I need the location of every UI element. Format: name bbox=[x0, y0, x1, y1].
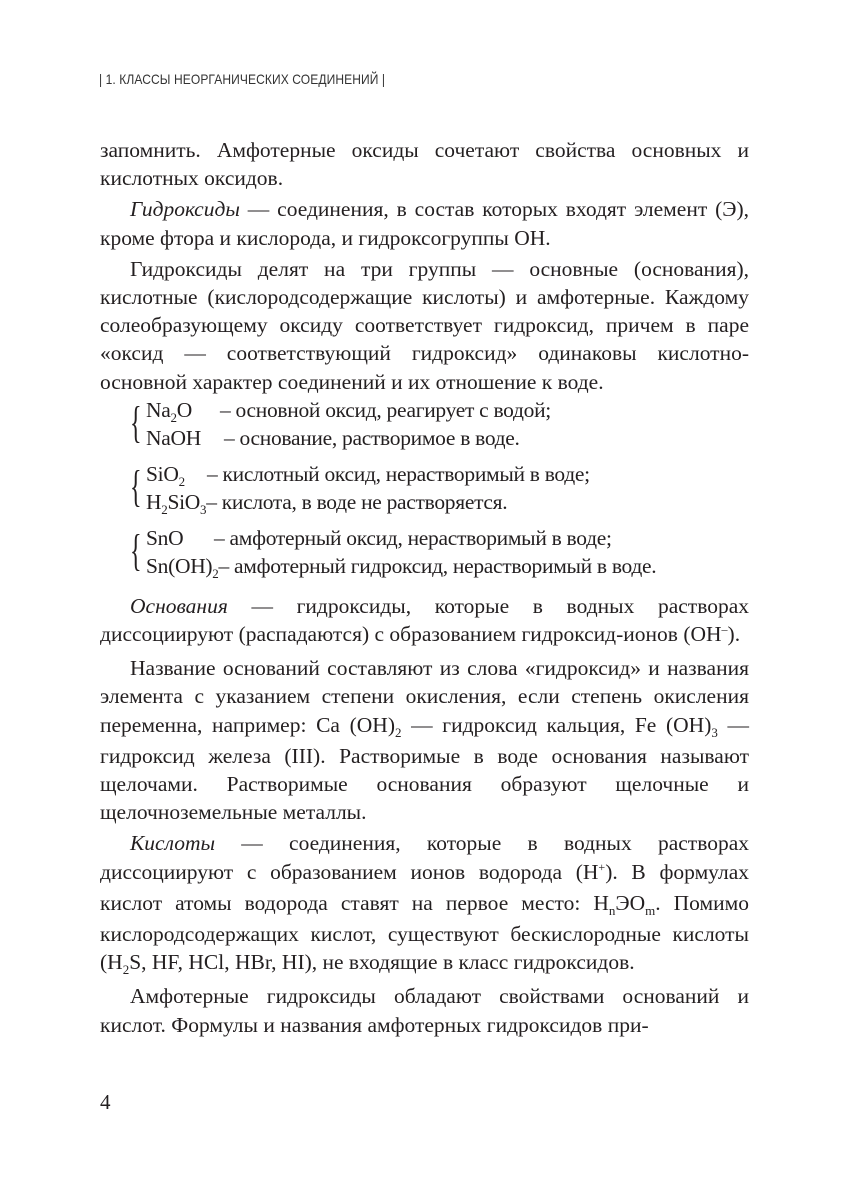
formula-part: O bbox=[176, 397, 192, 422]
text-span: — гидроксиды, которые в водных растворах диссоциируют (распадаются) с образованием гидроксид-ионов (ОН bbox=[100, 593, 749, 647]
text-span: — гидроксид кальция, Fe (OH) bbox=[401, 712, 712, 737]
formula-description: – основание, растворимое в воде. bbox=[224, 425, 520, 450]
formula-row bbox=[146, 424, 520, 452]
subscript: 2 bbox=[178, 473, 185, 489]
text-span: Название оснований составляют из слова «гидроксид» и названия элемента с указанием степени окисления, если степень окисления переменна, например: Ca (OH) bbox=[100, 656, 749, 737]
formula-part: SiO bbox=[146, 461, 179, 486]
formula-row bbox=[146, 524, 612, 552]
chemical-formula: SnO bbox=[146, 525, 184, 550]
text-span: . Помимо кислородсодержащих кислот, существуют бескислородные кислоты (H bbox=[100, 890, 749, 975]
text-span: ). В формулах кислот атомы водорода ставят на первое место: H bbox=[100, 859, 750, 915]
superscript: + bbox=[598, 859, 606, 874]
formula-row bbox=[146, 488, 507, 519]
subscript: m bbox=[645, 902, 656, 918]
subscript: 2 bbox=[212, 565, 219, 581]
running-header: | 1. КЛАССЫ НЕОРГАНИЧЕСКИХ СОЕДИНЕНИЙ | bbox=[99, 71, 386, 87]
term-hydroxides: Гидроксиды bbox=[130, 197, 240, 222]
formula-row bbox=[146, 460, 590, 491]
chemical-formula bbox=[146, 552, 219, 583]
subscript: n bbox=[608, 902, 616, 918]
subscript: 2 bbox=[394, 724, 402, 740]
paragraph-hydroxides-definition bbox=[100, 195, 749, 251]
page-number: 4 bbox=[100, 1090, 111, 1114]
formula-block-tin bbox=[130, 524, 749, 580]
subscript: 3 bbox=[711, 724, 718, 740]
paragraph-bases-definition bbox=[100, 592, 749, 651]
text-span: — соединения, которые в водных растворах диссоциируют с образованием ионов водорода (Н bbox=[100, 831, 749, 884]
subscript: 2 bbox=[122, 962, 130, 978]
formula-part: (OH) bbox=[168, 553, 213, 578]
chemical-formula bbox=[146, 396, 220, 427]
formula-description: – кислота, в воде не растворяется. bbox=[206, 489, 508, 514]
paragraph-acids-definition bbox=[100, 829, 749, 979]
chemical-formula bbox=[146, 460, 207, 491]
text-span: — гидроксид железа (III). Растворимые в воде основания называют щелочами. Растворимые основания образуют щелочные и щелочноземельные металлы. bbox=[100, 712, 749, 825]
formula-description: – амфотерный оксид, нерастворимый в воде; bbox=[214, 525, 612, 550]
formula-part: H bbox=[146, 489, 162, 514]
text-span: — соединения, в состав которых входят элемент (Э), кроме фтора и кислорода, и гидроксогруппы ОН. bbox=[100, 197, 749, 250]
term-bases: Основания bbox=[130, 593, 228, 618]
subscript: 3 bbox=[200, 501, 207, 517]
curly-brace: { bbox=[130, 397, 142, 447]
subscript: 2 bbox=[161, 501, 168, 517]
body-text bbox=[100, 136, 749, 1039]
formula-block-sodium bbox=[130, 396, 749, 452]
curly-brace: { bbox=[130, 525, 142, 575]
chemical-formula bbox=[146, 488, 206, 519]
term-acids: Кислоты bbox=[130, 831, 216, 856]
formula-description: – основной оксид, реагирует с водой; bbox=[220, 397, 551, 422]
formula-part: SiO bbox=[167, 489, 200, 514]
curly-brace: { bbox=[130, 461, 142, 511]
formula-part: Na bbox=[146, 397, 171, 422]
formula-description: – амфотерный гидроксид, нерастворимый в воде. bbox=[218, 553, 657, 578]
formula-description: – кислотный оксид, нерастворимый в воде; bbox=[207, 461, 590, 486]
paragraph-bases-naming bbox=[100, 654, 749, 826]
paragraph-1: запомнить. Амфотерные оксиды сочетают свойства основных и кислотных оксидов. bbox=[100, 138, 749, 191]
text-span: S, HF, HCl, HBr, HI), не входящие в класс гидроксидов. bbox=[129, 950, 635, 975]
superscript: – bbox=[721, 622, 728, 637]
chemical-formula: NaOH bbox=[146, 425, 201, 450]
formula-block-silicon bbox=[130, 460, 749, 516]
subscript: 2 bbox=[170, 409, 177, 425]
paragraph-amphoteric-hydroxides: Амфотерные гидроксиды обладают свойствами оснований и кислот. Формулы и названия амфотерных гидроксидов при- bbox=[100, 984, 749, 1037]
formula-row bbox=[146, 396, 551, 427]
paragraph-hydroxide-groups: Гидроксиды делят на три группы — основные (основания), кислотные (кислородсодержащие кислоты) и амфотерные. Каждому солеобразующему оксиду соответствует гидроксид, причем в паре «оксид — соответствующий гидроксид» одинаковы кислотно-основной характер соединений и их отношение к воде. bbox=[100, 256, 749, 394]
text-span: ). bbox=[727, 622, 741, 647]
text-span: ЭO bbox=[615, 890, 646, 915]
formula-part: Sn bbox=[146, 553, 169, 578]
formula-row bbox=[146, 552, 656, 583]
